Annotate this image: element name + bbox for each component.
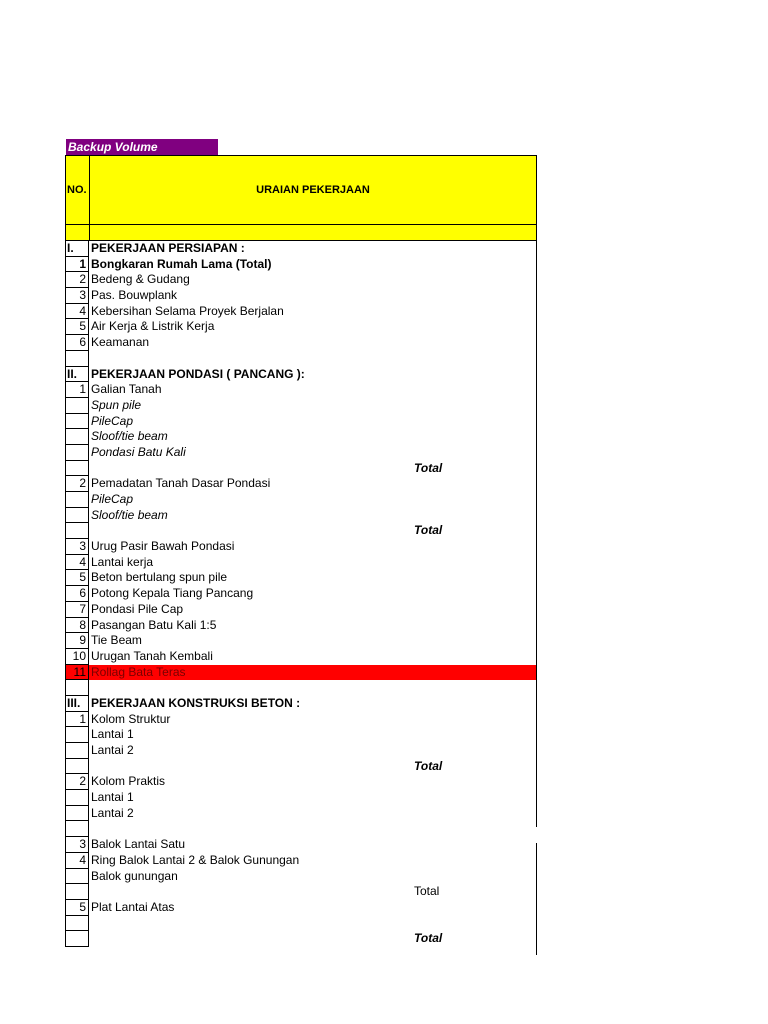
item-description[interactable]: Kolom Praktis — [91, 774, 166, 789]
table-row — [65, 523, 537, 539]
row-number-cell[interactable] — [65, 523, 89, 539]
item-description[interactable]: Air Kerja & Listrik Kerja — [91, 319, 215, 334]
table-subheader — [65, 225, 537, 241]
section-heading[interactable]: PEKERJAAN PERSIAPAN : — [91, 241, 245, 255]
table-row — [65, 335, 537, 351]
item-description[interactable]: Bedeng & Gudang — [91, 272, 190, 287]
row-number-cell[interactable] — [65, 869, 89, 885]
row-number-cell[interactable]: 5 — [65, 319, 89, 335]
item-description[interactable]: Pondasi Pile Cap — [91, 601, 184, 616]
item-description[interactable]: Plat Lantai Atas — [91, 899, 175, 914]
row-number-cell[interactable]: 2 — [65, 476, 89, 492]
item-description[interactable]: Kebersihan Selama Proyek Berjalan — [91, 303, 284, 318]
item-description[interactable]: Potong Kepala Tiang Pancang — [91, 586, 254, 601]
item-description[interactable]: PileCap — [91, 492, 134, 506]
row-number-cell[interactable] — [65, 727, 89, 743]
table-row — [65, 900, 537, 916]
table-row — [65, 869, 537, 885]
section-heading[interactable]: PEKERJAAN PONDASI ( PANCANG ): — [91, 366, 305, 381]
table-row — [65, 790, 537, 806]
table-row — [65, 445, 537, 461]
row-number-cell[interactable] — [65, 759, 89, 775]
row-number-cell[interactable] — [65, 508, 89, 524]
table-row — [65, 476, 537, 492]
table-row — [65, 586, 537, 602]
table-row — [65, 931, 537, 947]
row-number-cell[interactable]: I. — [65, 241, 89, 257]
right-border-upper — [536, 241, 537, 827]
section-heading[interactable]: PEKERJAAN KONSTRUKSI BETON : — [91, 695, 301, 710]
item-description[interactable]: Urugan Tanah Kembali — [91, 648, 213, 663]
item-description[interactable]: Balok gunungan — [91, 868, 178, 883]
item-description[interactable]: Spun pile — [91, 397, 142, 412]
item-description[interactable]: Pondasi Batu Kali — [91, 444, 186, 459]
item-description[interactable]: Tie Beam — [91, 633, 142, 648]
table-body — [65, 241, 537, 947]
table-row — [65, 759, 537, 775]
item-description[interactable]: Bongkaran Rumah Lama (Total) — [91, 256, 272, 271]
table-row — [65, 272, 537, 288]
item-description[interactable]: Ring Balok Lantai 2 & Balok Gunungan — [91, 852, 300, 867]
item-description[interactable]: Lantai kerja — [91, 554, 154, 569]
table-row — [65, 602, 537, 618]
total-label: Total — [414, 931, 443, 946]
row-number-cell[interactable]: II. — [65, 367, 89, 383]
item-description[interactable]: Lantai 2 — [91, 743, 134, 757]
total-label: Total — [414, 884, 440, 899]
row-number-cell[interactable]: 1 — [65, 257, 89, 273]
table-row — [65, 570, 537, 586]
row-number-cell[interactable]: 4 — [65, 304, 89, 320]
row-number-cell[interactable]: 3 — [65, 539, 89, 555]
item-description[interactable]: Lantai 1 — [91, 727, 134, 742]
item-description[interactable]: Beton bertulang spun pile — [91, 570, 228, 585]
row-number-cell[interactable]: 7 — [65, 602, 89, 618]
item-description[interactable]: Pas. Bouwplank — [91, 288, 178, 303]
table-row — [65, 319, 537, 335]
item-description[interactable]: Balok Lantai Satu — [91, 837, 186, 852]
row-number-cell[interactable] — [65, 492, 89, 508]
row-number-cell[interactable]: 4 — [65, 555, 89, 571]
item-description[interactable]: PileCap — [91, 413, 134, 428]
table-row — [65, 916, 537, 932]
row-number-cell[interactable] — [65, 414, 89, 430]
row-number-cell[interactable] — [65, 743, 89, 759]
item-description[interactable]: Galian Tanah — [91, 382, 162, 397]
table-row — [65, 712, 537, 728]
row-number-cell[interactable] — [65, 931, 89, 947]
row-number-cell[interactable]: 1 — [65, 712, 89, 728]
table-row — [65, 351, 537, 367]
table-header — [65, 155, 537, 225]
row-number-cell[interactable] — [65, 821, 89, 837]
total-label: Total — [414, 523, 443, 538]
row-number-cell[interactable]: 10 — [65, 649, 89, 665]
item-description[interactable]: Sloof/tie beam — [91, 429, 168, 444]
row-number-cell[interactable]: 6 — [65, 335, 89, 351]
row-number-cell[interactable]: 4 — [65, 853, 89, 869]
item-description[interactable]: Kolom Struktur — [91, 711, 171, 726]
total-label: Total — [414, 758, 443, 773]
table-row — [65, 853, 537, 869]
item-description[interactable]: Pasangan Batu Kali 1:5 — [91, 617, 217, 632]
table-row — [65, 806, 537, 822]
item-description[interactable]: Keamanan — [91, 335, 150, 350]
table-row — [65, 492, 537, 508]
row-number-cell[interactable]: 3 — [65, 288, 89, 304]
table-row — [65, 727, 537, 743]
table-row — [65, 665, 537, 681]
row-number-cell[interactable] — [65, 461, 89, 477]
header-no: NO. — [66, 156, 90, 224]
row-number-cell[interactable]: 11 — [65, 665, 89, 681]
row-number-cell[interactable]: 8 — [65, 618, 89, 634]
table-row — [65, 382, 537, 398]
row-number-cell[interactable] — [65, 351, 89, 367]
table-row — [65, 304, 537, 320]
table-row — [65, 367, 537, 383]
table-row — [65, 618, 537, 634]
table-row — [65, 508, 537, 524]
row-number-cell[interactable]: 9 — [65, 633, 89, 649]
row-number-cell[interactable]: 2 — [65, 272, 89, 288]
table-row — [65, 288, 537, 304]
table-row — [65, 398, 537, 414]
item-description[interactable]: Urug Pasir Bawah Pondasi — [91, 539, 235, 554]
row-number-cell[interactable] — [65, 790, 89, 806]
row-number-cell[interactable] — [65, 916, 89, 932]
table-row — [65, 633, 537, 649]
row-number-cell[interactable] — [65, 445, 89, 461]
item-description[interactable]: Rollag Bata Teras — [91, 664, 186, 679]
row-number-cell[interactable]: 6 — [65, 586, 89, 602]
row-number-cell[interactable] — [65, 806, 89, 822]
total-label: Total — [414, 460, 443, 475]
table-row — [65, 649, 537, 665]
row-number-cell[interactable]: 1 — [65, 382, 89, 398]
table-row — [65, 257, 537, 273]
row-number-cell[interactable] — [65, 884, 89, 900]
table-row — [65, 555, 537, 571]
row-number-cell[interactable]: 3 — [65, 837, 89, 853]
header-uraian: URAIAN PEKERJAAN — [256, 184, 370, 196]
row-number-cell[interactable]: 2 — [65, 774, 89, 790]
table-row — [65, 837, 537, 853]
row-number-cell[interactable]: 5 — [65, 570, 89, 586]
sheet-title: Backup Volume — [66, 139, 218, 155]
table-row — [65, 680, 537, 696]
item-description[interactable]: Pemadatan Tanah Dasar Pondasi — [91, 476, 271, 491]
item-description[interactable]: Lantai 1 — [91, 790, 134, 805]
item-description[interactable]: Sloof/tie beam — [91, 507, 168, 522]
row-number-cell[interactable] — [65, 398, 89, 414]
table-row — [65, 429, 537, 445]
subheader-no-cell — [66, 225, 90, 240]
table-row — [65, 461, 537, 477]
table-row — [65, 743, 537, 759]
row-number-cell[interactable] — [65, 680, 89, 696]
table-row — [65, 414, 537, 430]
row-number-cell[interactable]: 5 — [65, 900, 89, 916]
spreadsheet — [65, 155, 537, 947]
table-row — [65, 774, 537, 790]
table-row — [65, 241, 537, 257]
table-row — [65, 539, 537, 555]
row-number-cell[interactable]: III. — [65, 696, 89, 712]
row-number-cell[interactable] — [65, 429, 89, 445]
table-row — [65, 884, 537, 900]
table-row — [65, 696, 537, 712]
right-border-lower — [536, 843, 537, 955]
table-row — [65, 821, 537, 837]
item-description[interactable]: Lantai 2 — [91, 805, 134, 820]
